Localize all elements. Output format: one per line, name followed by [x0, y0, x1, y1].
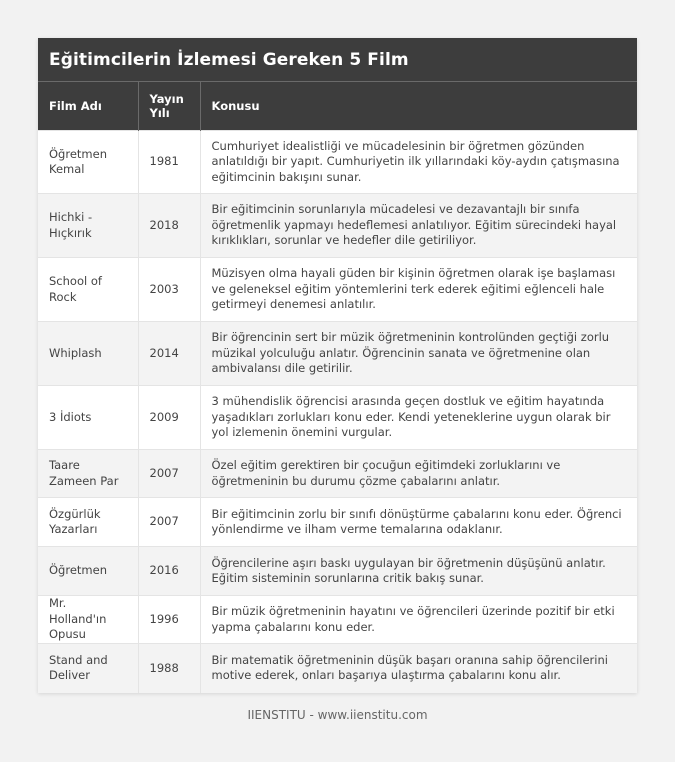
- table-row: [38, 131, 637, 194]
- table-row: [38, 596, 637, 644]
- column-header-synopsis: Konusu: [200, 82, 637, 131]
- release-year-cell: 1996: [138, 596, 200, 644]
- table-title: Eğitimcilerin İzlemesi Gereken 5 Film: [38, 38, 637, 81]
- release-year-cell: 2003: [138, 258, 200, 322]
- film-name-cell: Öğretmen: [38, 547, 138, 596]
- synopsis-cell: Müzisyen olma hayali güden bir kişinin öğretmen olarak işe başlaması ve geleneksel eğitim yöntemlerini terk ederek eğitimi eğlenceli hale getirmeyi denemesi anlatılır.: [200, 258, 637, 322]
- synopsis-cell: Bir müzik öğretmeninin hayatını ve öğrencileri üzerinde pozitif bir etki yapma çabalarını konu eder.: [200, 596, 637, 644]
- release-year-cell: 2007: [138, 498, 200, 547]
- table-row: [38, 322, 637, 386]
- table-row: [38, 258, 637, 322]
- release-year-cell: 2009: [138, 386, 200, 450]
- release-year-cell: 1981: [138, 131, 200, 194]
- film-name-cell: Taare Zameen Par: [38, 450, 138, 498]
- table-row: [38, 194, 637, 258]
- footer-credit: IIENSTITU - www.iienstitu.com: [247, 708, 428, 722]
- column-header-film-name: Film Adı: [38, 82, 138, 131]
- table-row: [38, 498, 637, 547]
- release-year-cell: 2018: [138, 194, 200, 258]
- film-name-cell: Mr. Holland'ın Opusu: [38, 596, 138, 644]
- column-header-release-year: Yayın Yılı: [138, 82, 200, 131]
- table-row: [38, 547, 637, 596]
- film-name-cell: Özgürlük Yazarları: [38, 498, 138, 547]
- table-row: [38, 386, 637, 450]
- synopsis-cell: Bir öğrencinin sert bir müzik öğretmeninin kontrolünden geçtiği zorlu müzikal yolculuğu anlatır. Öğrencinin sanata ve öğretmenine olan ambivalansı dile getirilir.: [200, 322, 637, 386]
- synopsis-cell: Cumhuriyet idealistliği ve mücadelesinin bir öğretmen gözünden anlatıldığı bir yapıt. Cumhuriyetin ilk yıllarındaki köy-aydın çatışmasına eğitimcinin bakışını sunar.: [200, 131, 637, 194]
- film-name-cell: Stand and Deliver: [38, 644, 138, 693]
- film-name-cell: Öğretmen Kemal: [38, 131, 138, 194]
- film-name-cell: School of Rock: [38, 258, 138, 322]
- release-year-cell: 1988: [138, 644, 200, 693]
- synopsis-cell: Bir eğitimcinin zorlu bir sınıfı dönüştürme çabalarını konu eder. Öğrenci yönlendirme ve ilham verme temalarına odaklanır.: [200, 498, 637, 547]
- synopsis-cell: Bir eğitimcinin sorunlarıyla mücadelesi ve dezavantajlı bir sınıfa öğretmenlik yapmayı hedeflemesi anlatılıyor. Eğitim sürecindeki hayal kırıklıkları, sorunlar ve hedefler dile getiriliyor.: [200, 194, 637, 258]
- table-header-row: [38, 82, 637, 131]
- release-year-cell: 2014: [138, 322, 200, 386]
- synopsis-cell: 3 mühendislik öğrencisi arasında geçen dostluk ve eğitim hayatında yaşadıkları zorlukları konu eder. Kendi yeteneklerine uygun olarak bir yol izlemenin önemini vurgular.: [200, 386, 637, 450]
- release-year-cell: 2007: [138, 450, 200, 498]
- table-row: [38, 450, 637, 498]
- synopsis-cell: Öğrencilerine aşırı baskı uygulayan bir öğretmenin düşüşünü anlatır. Eğitim sisteminin sorunlarına critik bakış sunar.: [200, 547, 637, 596]
- film-table: [38, 81, 637, 693]
- table-row: [38, 644, 637, 693]
- synopsis-cell: Bir matematik öğretmeninin düşük başarı oranına sahip öğrencilerini motive ederek, onları başarıya ulaştırma çabalarını konu alır.: [200, 644, 637, 693]
- film-name-cell: Whiplash: [38, 322, 138, 386]
- film-name-cell: 3 İdiots: [38, 386, 138, 450]
- synopsis-cell: Özel eğitim gerektiren bir çocuğun eğitimdeki zorluklarını ve öğretmeninin bu durumu çözme çabalarını anlatır.: [200, 450, 637, 498]
- release-year-cell: 2016: [138, 547, 200, 596]
- film-name-cell: Hichki - Hıçkırık: [38, 194, 138, 258]
- film-table-card: [38, 38, 637, 693]
